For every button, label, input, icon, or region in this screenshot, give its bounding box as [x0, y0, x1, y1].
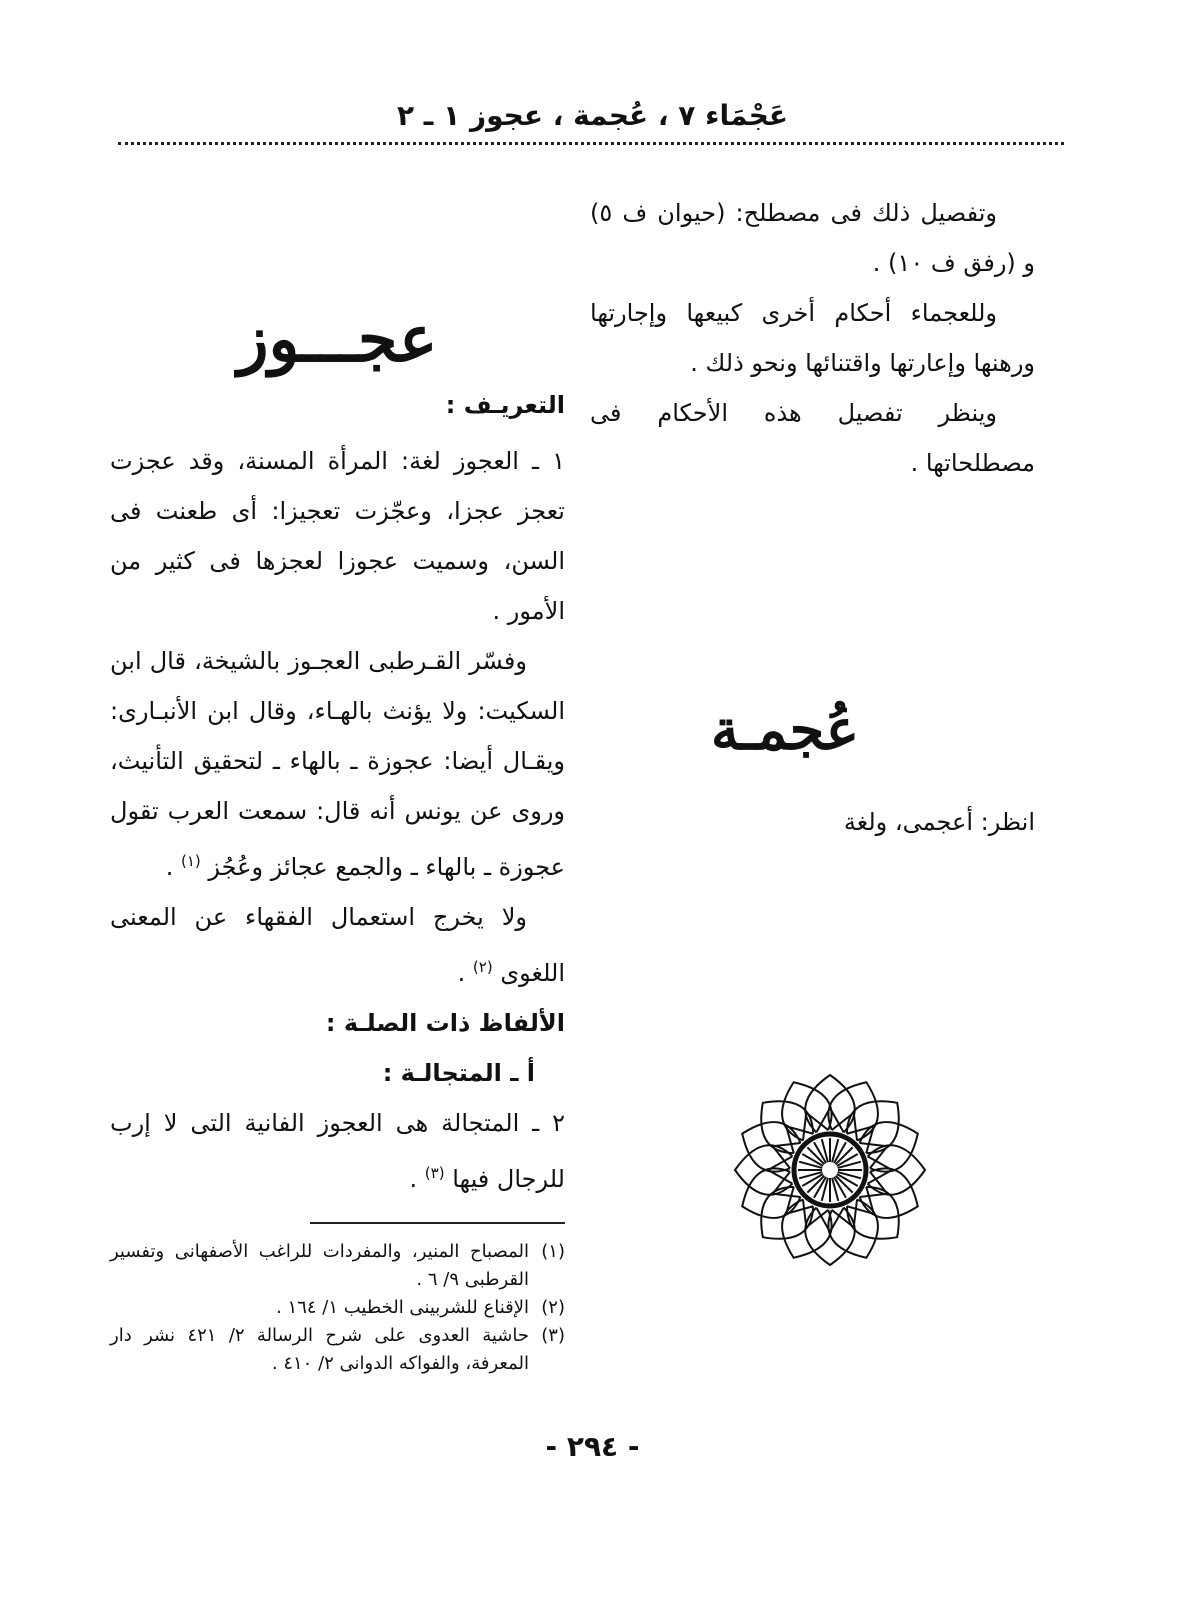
- footnote-divider: [310, 1222, 565, 1224]
- related-terms-heading: الألفاظ ذات الصلـة :: [325, 1009, 565, 1037]
- left-column: [110, 300, 565, 1378]
- paragraph: ١ ـ العجوز لغة: المرأة المسنة، وقد عجزت تعجز عجزا، وعجّزت تعجيزا: أى طعنت فى السن، وسميت عجوزا لعجزها فى كثير من الأمور .: [110, 447, 565, 625]
- rosette-inner-petal: [868, 1156, 892, 1183]
- footnote: [110, 1294, 565, 1322]
- right-column: [590, 188, 1035, 488]
- paragraph: [110, 636, 565, 892]
- rosette-ornament-icon: [730, 1070, 930, 1270]
- paragraph: وينظر تفصيل هذه الأحكام فى مصطلحاتها .: [590, 399, 1035, 477]
- definition-heading: التعريـف :: [445, 391, 565, 419]
- entry-title-ujma: عُجمـة: [710, 697, 860, 763]
- paragraph-text: ٢ ـ المتجالة هى العجوز الفانية التى لا إرب للرجال فيها: [110, 1109, 565, 1193]
- rosette-inner-petal: [816, 1108, 843, 1132]
- end-mark: .: [165, 853, 181, 881]
- footnote-text: حاشية العدوى على شرح الرسالة ٢/ ٤٢١ نشر دار المعرفة، والفواكه الدوانى ٢/ ٤١٠ .: [110, 1325, 529, 1374]
- paragraph: وللعجماء أحكام أخرى كبيعها وإجارتها ورهنها وإعارتها واقتنائها ونحو ذلك .: [590, 299, 1035, 377]
- sub-heading: أ ـ المتجالـة :: [382, 1059, 535, 1087]
- paragraph: [110, 1098, 565, 1204]
- footnote-number: (٣): [541, 1325, 565, 1346]
- page-number: - ٢٩٤ -: [545, 1430, 640, 1463]
- rosette-inner-petal: [816, 1208, 843, 1232]
- footnote: [110, 1322, 565, 1378]
- footnote-number: (١): [541, 1241, 565, 1262]
- footnote-ref: (٢): [472, 958, 493, 976]
- paragraph: وتفصيل ذلك فى مصطلح: (حيوان ف ٥) و (رفق ف ١٠) .: [590, 199, 1035, 277]
- footnotes: [110, 1238, 565, 1378]
- footnote-number: (٢): [541, 1297, 565, 1318]
- footnote-ref: (٣): [424, 1164, 445, 1182]
- footnote-text: الإقناع للشربينى الخطيب ١/ ١٦٤ .: [276, 1297, 529, 1318]
- end-mark: .: [409, 1165, 425, 1193]
- entry-title-ajuz: عجـــوز: [237, 302, 438, 377]
- footnote-text: المصباح المنير، والمفردات للراغب الأصفهانى وتفسير القرطبى ٩/ ٦ .: [110, 1241, 529, 1290]
- paragraph-text: وفسّر القـرطبى العجـوز بالشيخة، قال ابن السكيت: ولا يؤنث بالهـاء، وقال ابن الأنبـارى: ويقـال أيضا: عجوزة ـ بالهاء ـ لتحقيق التأنيث، وروى عن يونس أنه قال: سمعت العرب تقول عجوزة ـ بالهاء ـ والجمع عجائز وعُجُز: [110, 647, 565, 881]
- paragraph-text: ولا يخرج استعمال الفقهاء عن المعنى اللغوى: [110, 903, 565, 987]
- footnote-ref: (١): [181, 852, 201, 870]
- see-also-reference: انظر: أعجمى، ولغة: [843, 808, 1035, 836]
- footnote: [110, 1238, 565, 1294]
- paragraph: [110, 892, 565, 998]
- end-mark: .: [457, 959, 473, 987]
- rosette-inner-petal: [768, 1156, 792, 1183]
- running-header: عَجْمَاء ٧ ، عُجمة ، عجوز ١ ـ ٢: [396, 99, 789, 132]
- header-divider: [118, 142, 1064, 145]
